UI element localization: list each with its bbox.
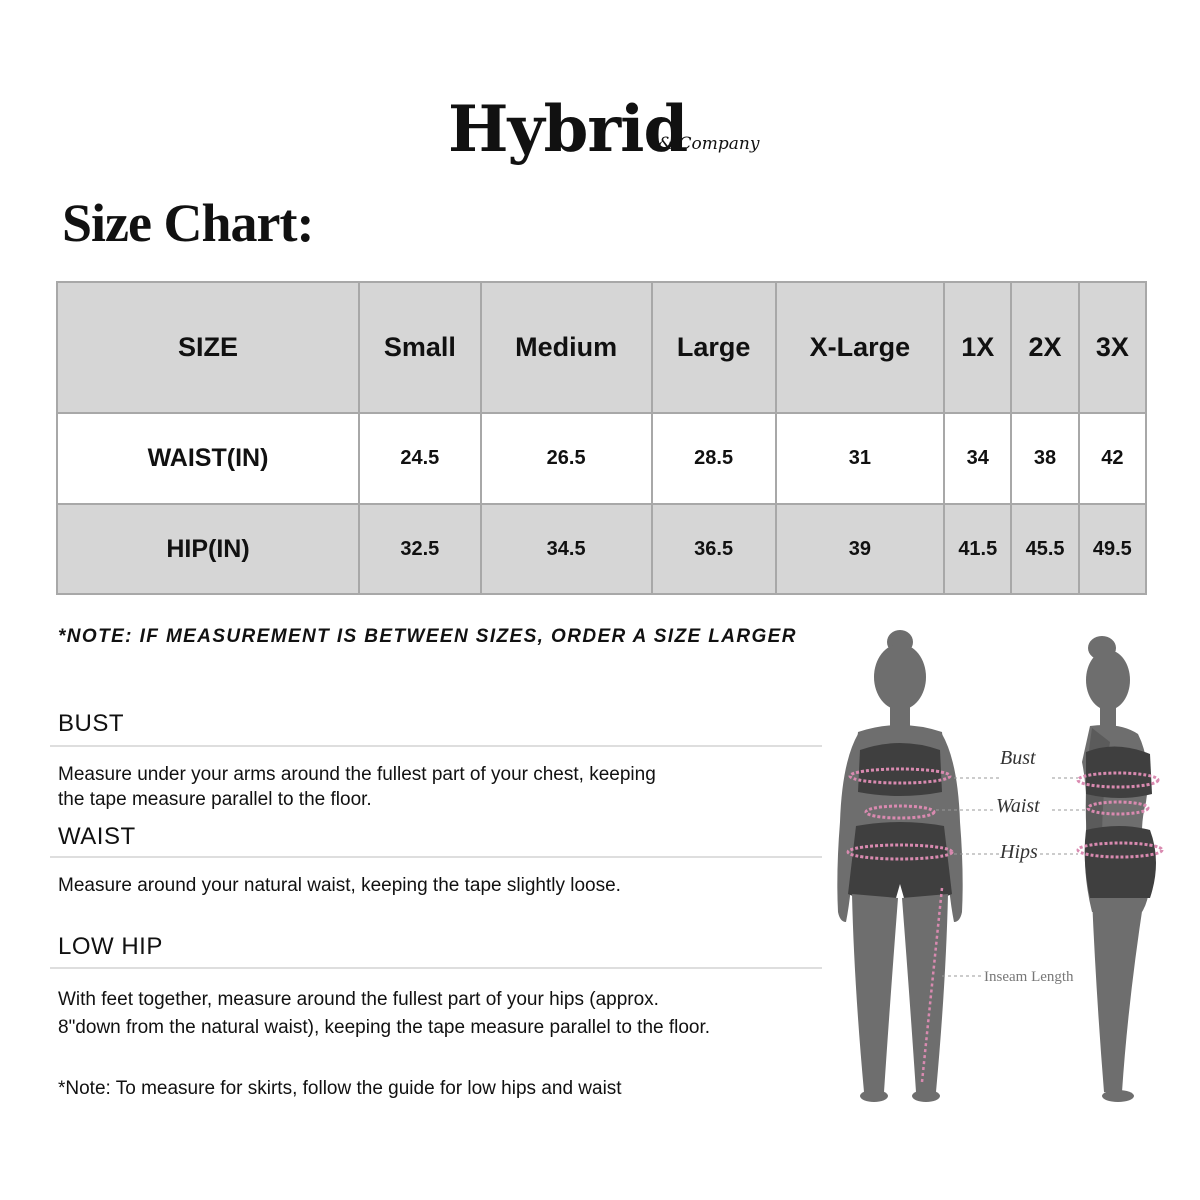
brand-suffix: & Company	[658, 134, 760, 154]
header-cell-1x: 1X	[944, 282, 1011, 413]
divider	[50, 967, 822, 969]
bust-instructions	[58, 762, 818, 812]
table-cell: 38	[1011, 413, 1078, 504]
table-row-waist	[57, 413, 1146, 504]
low-hip-line-2: 8"down from the natural waist), keeping the tape measure parallel to the floor.	[58, 1017, 711, 1038]
brand-name: Hybrid	[448, 92, 688, 167]
divider	[50, 745, 822, 747]
page-title: Size Chart:	[62, 193, 314, 253]
table-cell: 34.5	[481, 504, 652, 594]
header-cell-xlarge: X-Large	[776, 282, 944, 413]
label-inseam: Inseam Length	[984, 969, 1074, 985]
table-cell: 36.5	[652, 504, 776, 594]
table-cell: 34	[944, 413, 1011, 504]
size-table	[56, 281, 1147, 595]
waist-heading: WAIST	[58, 823, 136, 850]
waist-instructions	[58, 873, 818, 898]
table-cell: 32.5	[359, 504, 481, 594]
header-cell-2x: 2X	[1011, 282, 1078, 413]
label-waist: Waist	[996, 795, 1040, 817]
low-hip-heading: LOW HIP	[58, 933, 163, 960]
low-hip-line-1: With feet together, measure around the fullest part of your hips (approx.	[58, 989, 659, 1010]
header-cell-medium: Medium	[481, 282, 652, 413]
brand-logo	[448, 92, 778, 210]
front-figure-illustration	[837, 630, 962, 1102]
header-cell-3x: 3X	[1079, 282, 1146, 413]
header-cell-size: SIZE	[57, 282, 359, 413]
label-bust: Bust	[1000, 747, 1036, 769]
table-cell: 49.5	[1079, 504, 1146, 594]
table-header-row	[57, 282, 1146, 413]
table-cell: 39	[776, 504, 944, 594]
header-cell-large: Large	[652, 282, 776, 413]
table-cell: 45.5	[1011, 504, 1078, 594]
table-cell: 26.5	[481, 413, 652, 504]
row-label-hip: HIP(IN)	[57, 504, 359, 594]
table-cell: 41.5	[944, 504, 1011, 594]
divider	[50, 856, 822, 858]
bust-line-1: Measure under your arms around the fullest part of your chest, keeping	[58, 764, 656, 785]
side-figure-illustration	[1078, 636, 1162, 1102]
waist-line-1: Measure around your natural waist, keeping the tape slightly loose.	[58, 875, 621, 896]
bust-line-2: the tape measure parallel to the floor.	[58, 789, 372, 810]
label-hips: Hips	[1000, 841, 1038, 863]
table-cell: 24.5	[359, 413, 481, 504]
sizing-note: *NOTE: IF MEASUREMENT IS BETWEEN SIZES, ORDER A SIZE LARGER	[58, 626, 797, 647]
table-row-hip	[57, 504, 1146, 594]
table-cell: 42	[1079, 413, 1146, 504]
low-hip-instructions	[58, 986, 818, 1042]
measurement-figures	[820, 622, 1180, 1142]
bust-heading: BUST	[58, 710, 125, 737]
table-cell: 31	[776, 413, 944, 504]
table-cell: 28.5	[652, 413, 776, 504]
skirt-note: *Note: To measure for skirts, follow the guide for low hips and waist	[58, 1078, 622, 1099]
row-label-waist: WAIST(IN)	[57, 413, 359, 504]
header-cell-small: Small	[359, 282, 481, 413]
